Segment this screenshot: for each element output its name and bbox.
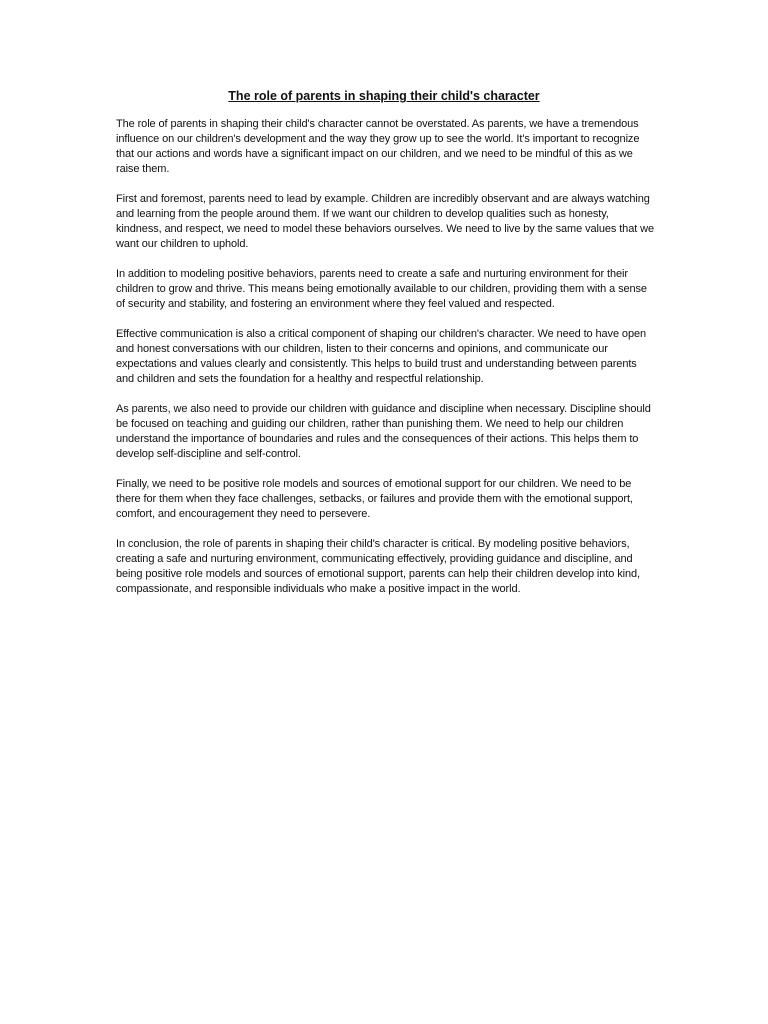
- paragraph-emotional-support: Finally, we need to be positive role models and sources of emotional support for our children. We need to be there for them when they face challenges, setbacks, or failures and provide them with the emotional support, comfort, and encouragement they need to persevere.: [116, 478, 633, 520]
- paragraph-guidance-discipline: As parents, we also need to provide our children with guidance and discipline when necessary. Discipline should be focused on teaching and guiding our children, rather than punishing them. We need to help our children understand the importance of boundaries and rules and the consequences of their actions. This helps them to develop self-discipline and self-control.: [116, 403, 651, 460]
- paragraph-conclusion: In conclusion, the role of parents in shaping their child's character is critical. By modeling positive behaviors, creating a safe and nurturing environment, communicating effectively, providing guidance and discipline, and being positive role models and sources of emotional support, parents can help their children develop into kind, compassionate, and responsible individuals who make a positive impact in the world.: [116, 538, 640, 595]
- paragraph-communication: Effective communication is also a critical component of shaping our children's character. We need to have open and honest conversations with our children, listen to their concerns and opinions, and communicate our expectations and values clearly and consistently. This helps to build trust and understanding between parents and children and sets the foundation for a healthy and respectful relationship.: [116, 328, 646, 385]
- paragraph-safe-environment: In addition to modeling positive behaviors, parents need to create a safe and nurturing environment for their children to grow and thrive. This means being emotionally available to our children, providing them with a sense of security and stability, and fostering an environment where they feel valued and respected.: [116, 268, 647, 310]
- paragraph-lead-by-example: First and foremost, parents need to lead by example. Children are incredibly observant and are always watching and learning from the people around them. If we want our children to develop qualities such as honesty, kindness, and respect, we need to model these behaviors ourselves. We need to live by the same values that we want our children to uphold.: [116, 193, 654, 250]
- paragraph-intro: The role of parents in shaping their child's character cannot be overstated. As parents, we have a tremendous influence on our children's development and the way they grow up to see the world. It's important to recognize that our actions and words have a significant impact on our children, and we need to be mindful of this as we raise them.: [116, 118, 640, 175]
- document-title: The role of parents in shaping their child's character: [228, 89, 540, 103]
- document-body: [116, 117, 656, 597]
